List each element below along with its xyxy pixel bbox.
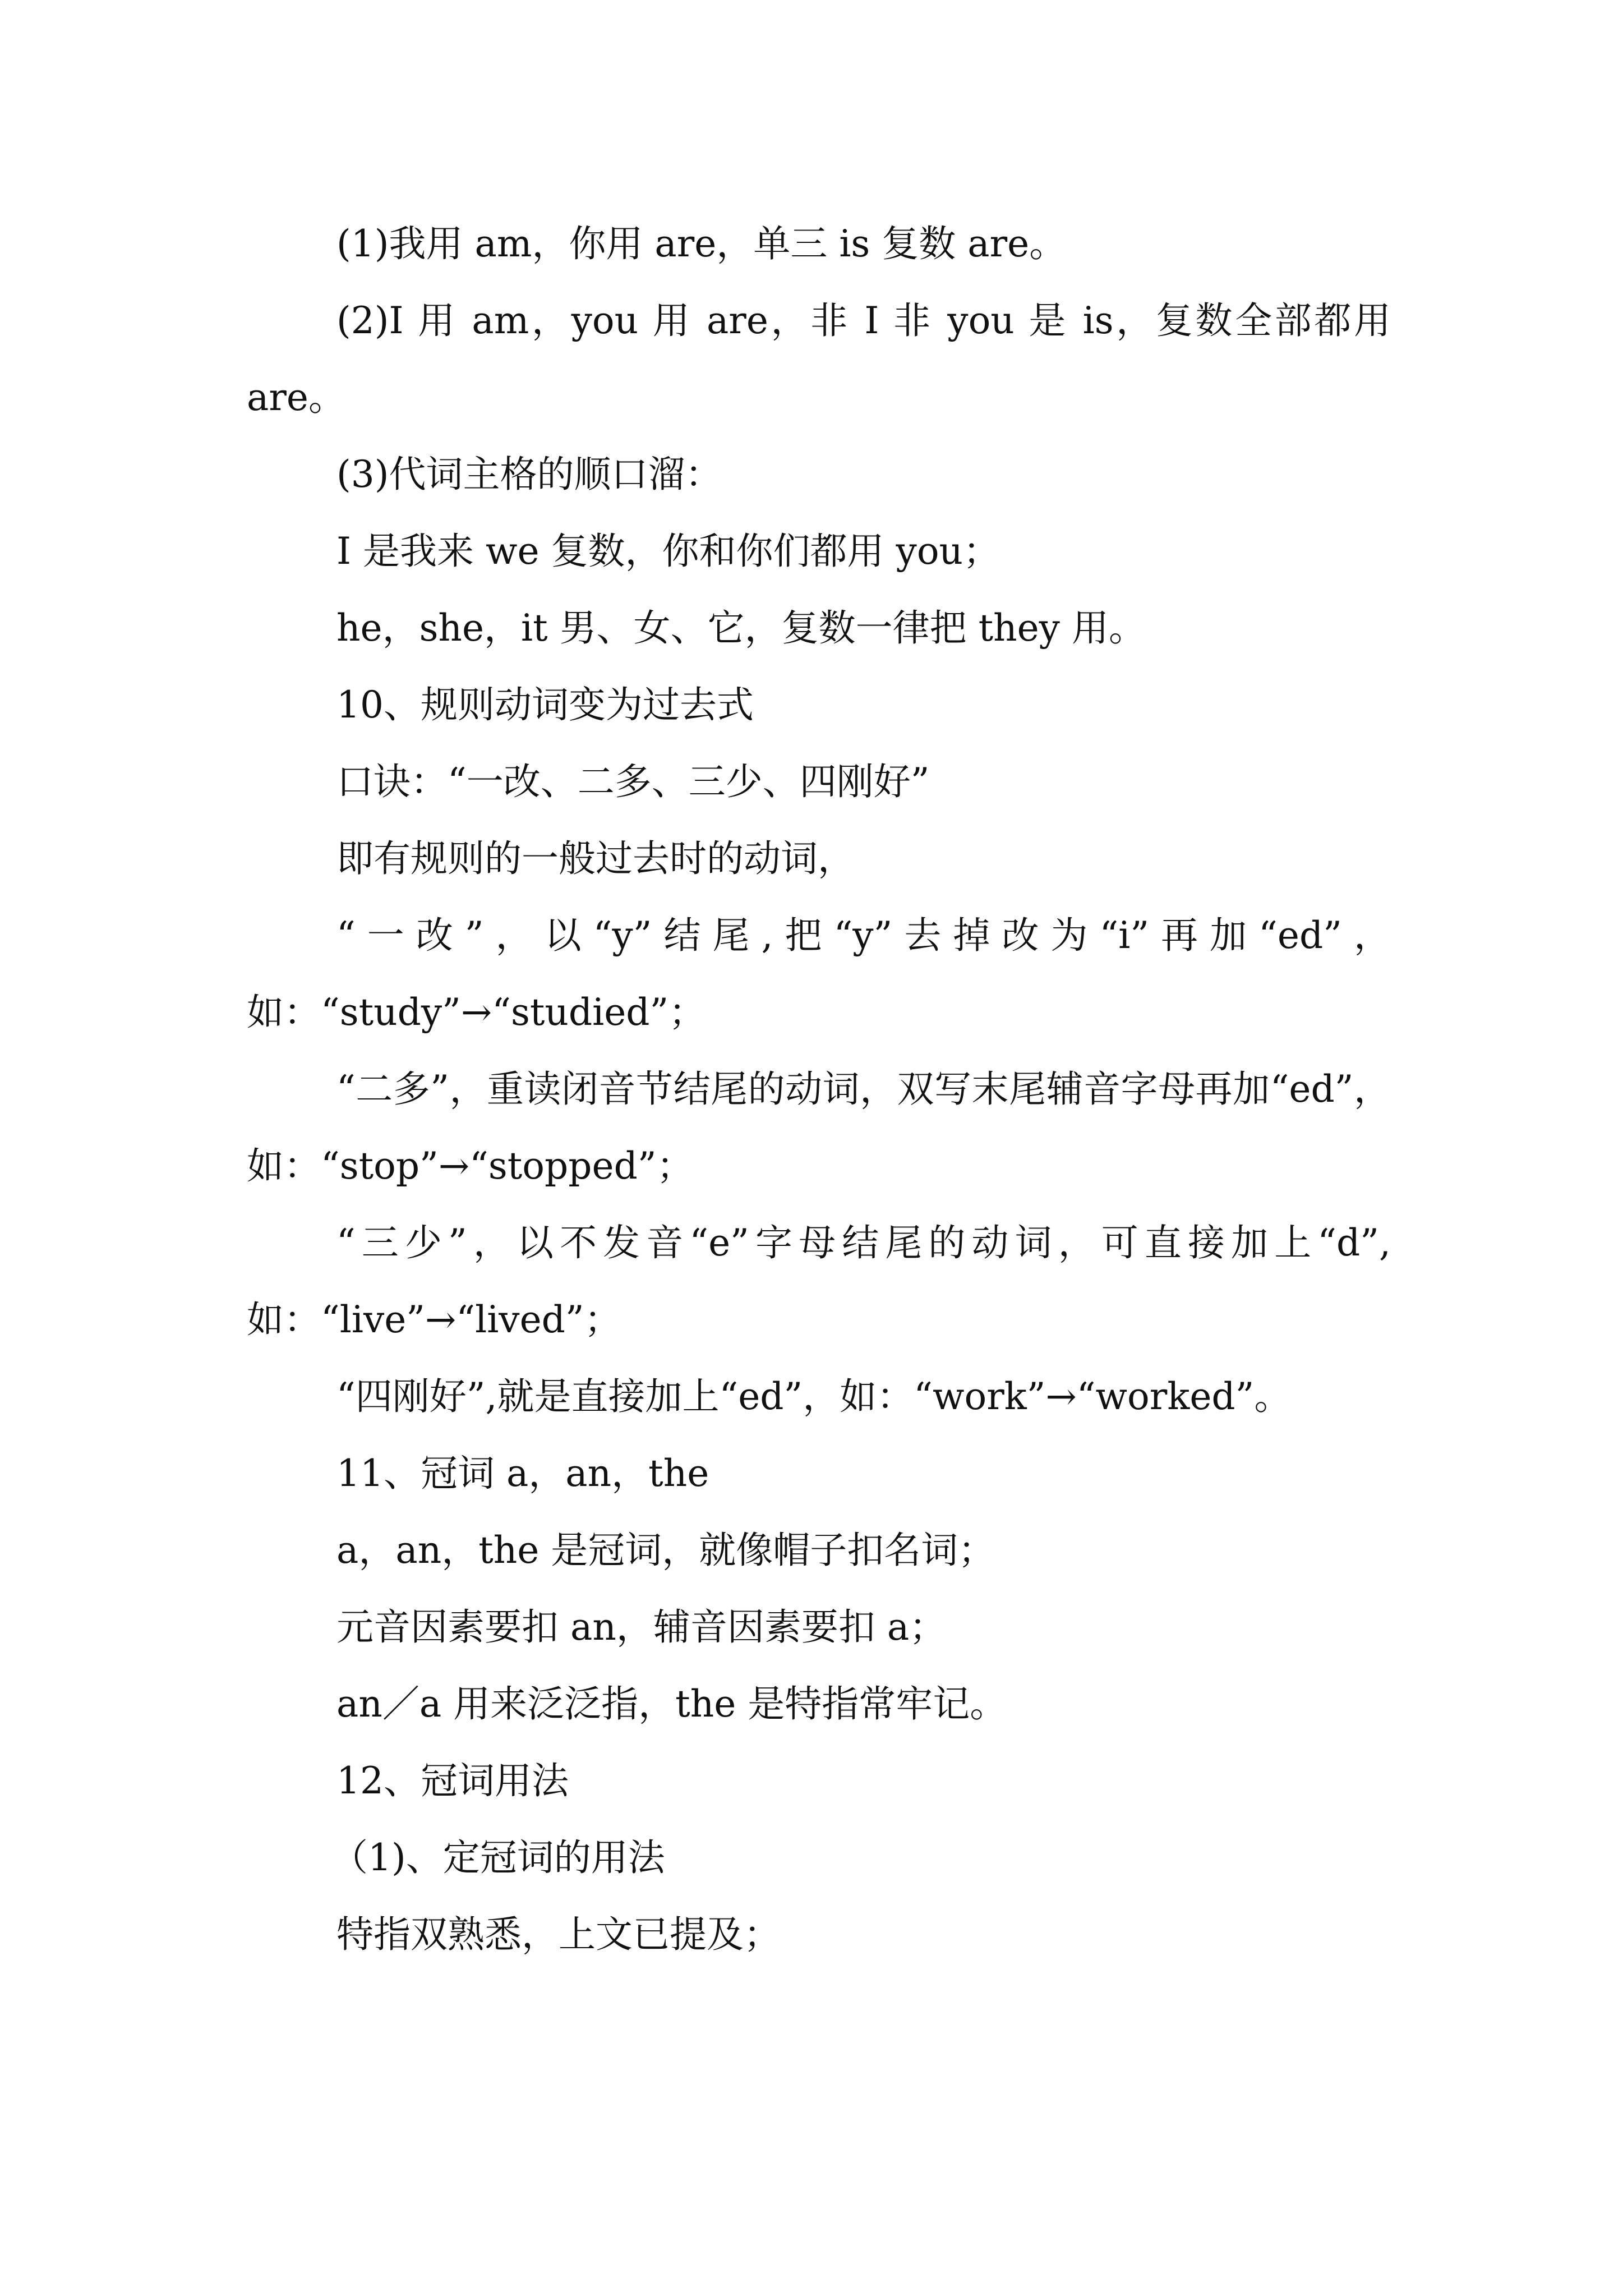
paragraph: I 是我来 we 复数，你和你们都用 you； [336,530,1000,573]
paragraph: “二多”，重读闭音节结尾的动词，双写末尾辅音字母再加“ed”，如：“stop”→“stopped”； [247,1068,1391,1188]
document-body [247,205,1391,1973]
paragraph: 特指双熟悉，上文已提及； [336,1913,781,1956]
paragraph: “四刚好”,就是直接加上“ed”，如：“work”→“worked”。 [336,1375,1292,1418]
section-heading: 11、冠词 a，an，the [336,1452,709,1495]
paragraph: an／a 用来泛泛指，the 是特指常牢记。 [336,1682,1007,1726]
subsection-heading: （1)、定冠词的用法 [331,1836,665,1879]
section-heading: 12、冠词用法 [336,1759,569,1802]
paragraph: he，she，it 男、女、它，复数一律把 they 用。 [336,606,1146,650]
paragraph: “三少”，以不发音“e”字母结尾的动词，可直接加上“d”,如：“live”→“lived”； [247,1221,1391,1341]
paragraph: 即有规则的一般过去时的动词， [336,837,855,880]
section-heading: 10、规则动词变为过去式 [336,683,754,726]
paragraph: a，an，the 是冠词，就像帽子扣名词； [336,1529,995,1572]
paragraph: “一改”，以“y”结尾,把“y”去掉改为“i”再加“ed”，如：“study”→“studied”； [247,914,1391,1034]
paragraph: 口诀：“一改、二多、三少、四刚好” [336,760,930,803]
paragraph: (3)代词主格的顺口溜： [336,453,722,496]
paragraph: (1)我用 am，你用 are，单三 is 复数 are。 [336,222,1067,265]
paragraph: 元音因素要扣 an，辅音因素要扣 a； [336,1605,947,1649]
paragraph: (2)I 用 am，you 用 are，非 I 非 you 是 is，复数全部都用 are。 [247,299,1391,419]
